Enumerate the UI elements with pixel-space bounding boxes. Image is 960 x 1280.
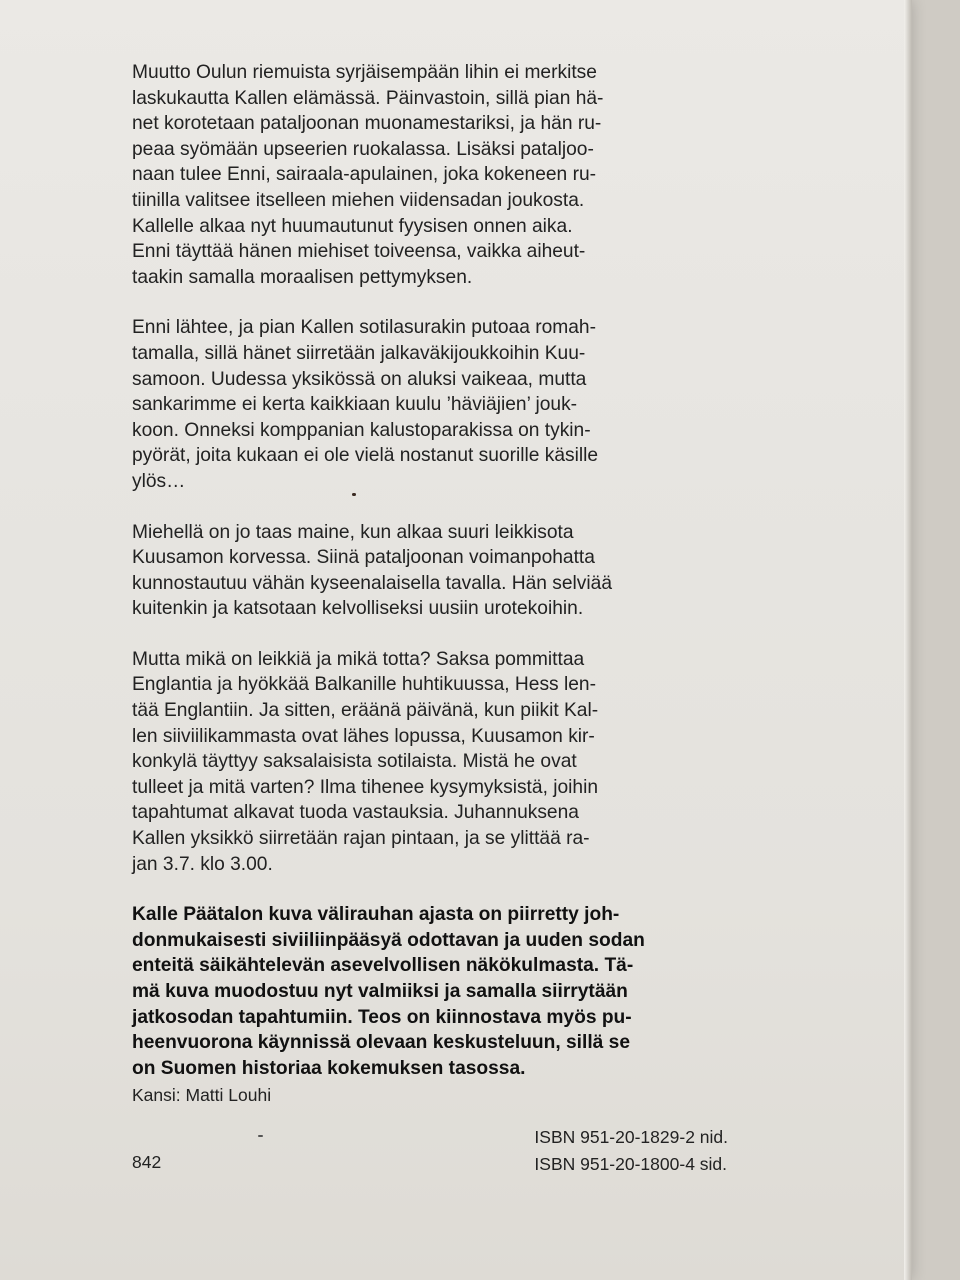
blurb-paragraph-2: [132, 315, 732, 494]
paper-speck: [352, 493, 356, 496]
text-line: donmukaisesti siviiliinpääsyä odottavan ja uuden sodan: [132, 929, 645, 951]
text-line: kunnostautuu vähän kyseenalaisella tavalla. Hän selviää: [132, 572, 612, 594]
text-line: Miehellä on jo taas maine, kun alkaa suuri leikkisota: [132, 521, 574, 543]
text-line: samoon. Uudessa yksikössä on aluksi vaikeaa, mutta: [132, 368, 587, 390]
text-line: laskukautta Kallen elämässä. Päinvastoin, sillä pian hä-: [132, 87, 604, 109]
blurb-text: [132, 60, 732, 1107]
text-line: tää Englantiin. Ja sitten, eräänä päivänä, kun piikit Kal-: [132, 700, 599, 722]
text-line: konkylä täyttyy saksalaisista sotilaista. Mistä he ovat: [132, 751, 577, 773]
blurb-paragraph-4: [132, 647, 732, 877]
blurb-paragraph-1: [132, 60, 732, 290]
footer: [132, 1124, 732, 1180]
cover-credit: Kansi: Matti Louhi: [132, 1085, 272, 1106]
text-line: Kallen yksikkö siirretään rajan pintaan, ja se ylittää ra-: [132, 828, 590, 850]
text-line: tulleet ja mitä varten? Ilma tihenee kysymyksistä, joihin: [132, 776, 599, 798]
text-line: Enni lähtee, ja pian Kallen sotilasurakin putoaa romah-: [132, 317, 596, 339]
text-line: Kallelle alkaa nyt huumautunut fyysisen onnen aika.: [132, 215, 573, 237]
text-line: Mutta mikä on leikkiä ja mikä totta? Saksa pommittaa: [132, 648, 585, 670]
text-line: enteitä säikähtelevän asevelvollisen näkökulmasta. Tä-: [132, 955, 634, 977]
text-line: tamalla, sillä hänet siirretään jalkaväkijoukkoihin Kuu-: [132, 342, 586, 364]
paper-speck: [258, 1135, 263, 1137]
blurb-paragraph-summary: [132, 902, 732, 1081]
isbn-paperback: ISBN 951-20-1829-2 nid.: [534, 1127, 728, 1147]
isbn-hardcover: ISBN 951-20-1800-4 sid.: [534, 1154, 728, 1174]
catalog-number: 842: [132, 1152, 162, 1172]
text-line: Kalle Päätalon kuva välirauhan ajasta on piirretty joh-: [132, 904, 620, 926]
text-line: pyörät, joita kukaan ei ole vielä nostanut suorille käsille: [132, 445, 599, 467]
blurb-paragraph-3: [132, 520, 732, 622]
text-line: koon. Onneksi komppanian kalustoparakissa on tykin-: [132, 419, 591, 441]
text-line: kuitenkin ja katsotaan kelvolliseksi uusiin urotekoihin.: [132, 598, 584, 620]
text-line: mä kuva muodostuu nyt valmiiksi ja samalla siirrytään: [132, 981, 628, 1002]
text-line: Enni täyttää hänen miehiset toiveensa, vaikka aiheut-: [132, 241, 586, 263]
text-line: peaa syömään upseerien ruokalassa. Lisäksi pataljoo-: [132, 138, 594, 160]
text-line: jatkosodan tapahtumiin. Teos on kiinnostava myös pu-: [132, 1006, 632, 1028]
text-line: len siiviilikammasta ovat lähes lopussa, Kuusamon kir-: [132, 725, 595, 747]
text-line: Kuusamon korvessa. Siinä pataljoonan voimanpohatta: [132, 547, 595, 569]
text-line: tapahtumat alkavat tuoda vastauksia. Juhannuksena: [132, 802, 579, 824]
text-line: ylös…: [132, 470, 186, 492]
text-line: heenvuorona käynnissä olevaan keskusteluun, sillä se: [132, 1032, 631, 1054]
text-line: sankarimme ei kerta kaikkiaan kuulu ’häviäjien’ jouk-: [132, 394, 578, 416]
cover-edge: [904, 0, 912, 1280]
text-line: on Suomen historiaa kokemuksen tasossa.: [132, 1057, 526, 1079]
text-line: jan 3.7. klo 3.00.: [132, 853, 273, 875]
text-line: tiinilla valitsee itselleen miehen viidensadan joukosta.: [132, 189, 585, 211]
text-line: naan tulee Enni, sairaala-apulainen, joka kokeneen ru-: [132, 164, 597, 186]
text-line: net korotetaan pataljoonan muonamestariksi, ja hän ru-: [132, 113, 602, 135]
text-line: taakin samalla moraalisen pettymyksen.: [132, 266, 473, 288]
isbn-list: [534, 1124, 728, 1178]
text-line: Englantia ja hyökkää Balkanille huhtikuussa, Hess len-: [132, 674, 596, 696]
text-line: Muutto Oulun riemuista syrjäisempään lihin ei merkitse: [132, 62, 597, 83]
